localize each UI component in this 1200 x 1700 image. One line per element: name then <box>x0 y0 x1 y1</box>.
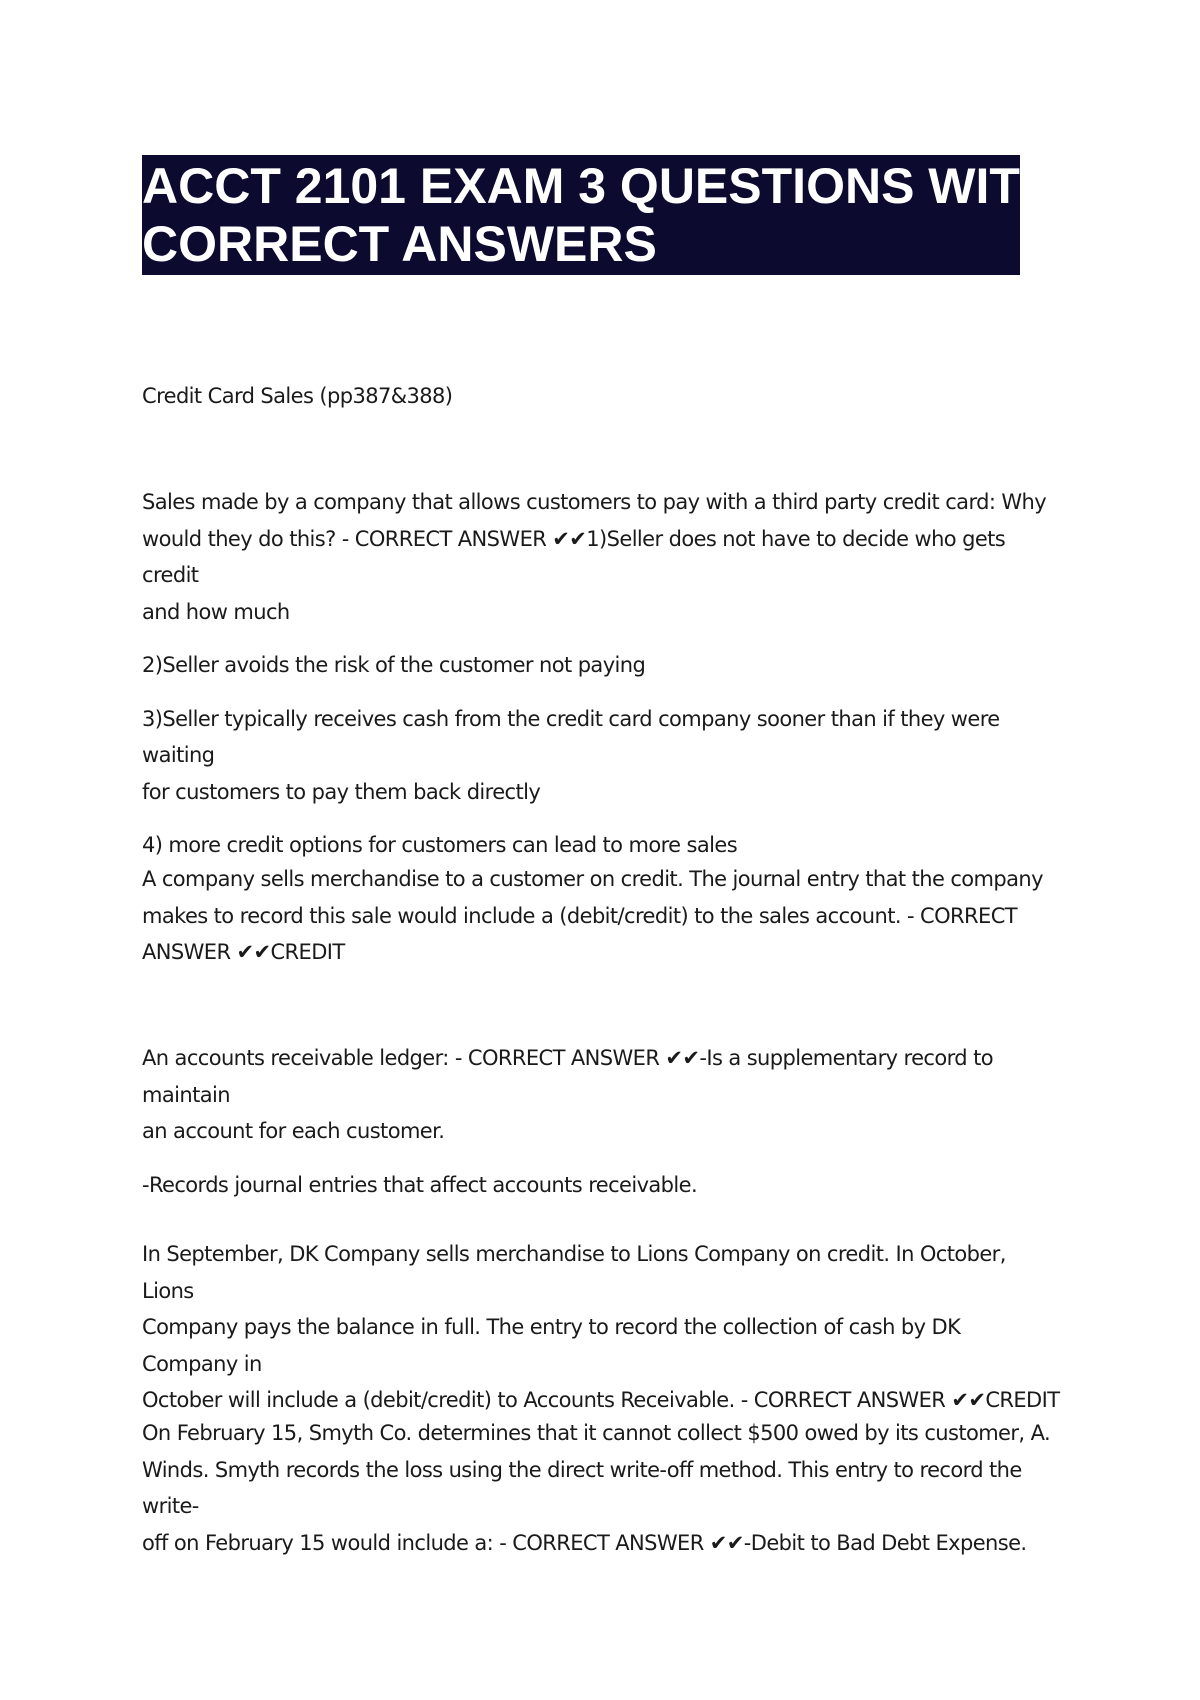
qa-line: 3)Seller typically receives cash from the credit card company sooner than if they were waiting <box>142 706 1000 767</box>
qa-line: 4) more credit options for customers can lead to more sales <box>142 833 738 857</box>
qa-line: an account for each customer. <box>142 1119 445 1143</box>
qa-line: off on February 15 would include a: - CORRECT ANSWER ✔✔-Debit to Bad Debt Expense. <box>142 1530 1027 1555</box>
qa-line: An accounts receivable ledger: - CORRECT ANSWER ✔✔-Is a supplementary record to maintain <box>142 1046 993 1107</box>
qa-line: A company sells merchandise to a customer on credit. The journal entry that the company <box>142 867 1043 891</box>
qa-block-1 <box>142 484 1062 864</box>
qa-block-5 <box>142 1415 1062 1561</box>
section-heading <box>142 378 1062 415</box>
qa-line: makes to record this sale would include a (debit/credit) to the sales account. - CORRECT <box>142 903 1017 928</box>
document-title <box>142 155 1057 275</box>
qa-line: In September, DK Company sells merchandise to Lions Company on credit. In October, Lions <box>142 1242 1006 1303</box>
qa-line: for customers to pay them back directly <box>142 779 541 804</box>
qa-line: and how much <box>142 599 290 624</box>
qa-line: would they do this? - CORRECT ANSWER ✔✔1)Seller does not have to decide who gets credit <box>142 526 1006 587</box>
qa-line: ANSWER ✔✔CREDIT <box>142 940 345 964</box>
title-line-1: ACCT 2101 EXAM 3 QUESTIONS WITH <box>142 158 1057 214</box>
qa-line: Company pays the balance in full. The entry to record the collection of cash by DK Company in <box>142 1315 961 1376</box>
title-line-2: CORRECT ANSWERS <box>142 216 657 272</box>
qa-line: Winds. Smyth records the loss using the direct write-off method. This entry to record the write- <box>142 1457 1022 1518</box>
qa-block-3 <box>142 1040 1062 1203</box>
qa-block-2 <box>142 861 1062 971</box>
qa-line: October will include a (debit/credit) to Accounts Receivable. - CORRECT ANSWER ✔✔CREDIT <box>142 1388 1060 1412</box>
qa-line: -Records journal entries that affect accounts receivable. <box>142 1172 698 1197</box>
section-heading-text: Credit Card Sales (pp387&388) <box>142 384 453 408</box>
qa-line: Sales made by a company that allows customers to pay with a third party credit card: Why <box>142 490 1047 514</box>
qa-line: 2)Seller avoids the risk of the customer not paying <box>142 653 646 677</box>
qa-line: On February 15, Smyth Co. determines that it cannot collect $500 owed by its customer, A. <box>142 1421 1051 1445</box>
qa-block-4 <box>142 1236 1062 1419</box>
